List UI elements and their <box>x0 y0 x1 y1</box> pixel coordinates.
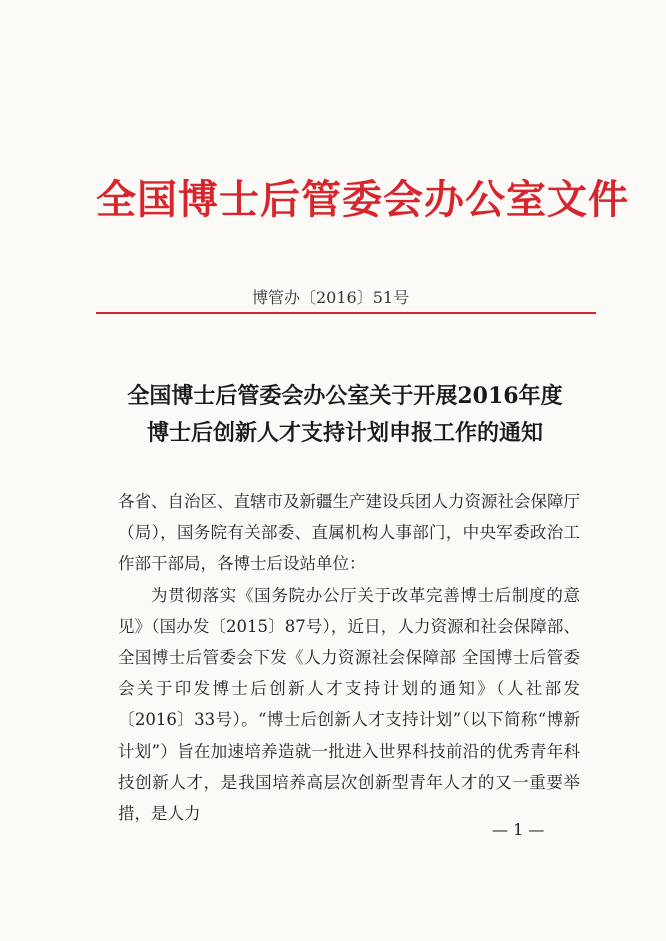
salutation: 各省、自治区、直辖市及新疆生产建设兵团人力资源社会保障厅（局），国务院有关部委、直属机构人事部门，中央军委政治工作部干部局，各博士后设站单位： <box>118 492 580 574</box>
page-number: — 1 — <box>492 820 545 839</box>
subject-title <box>110 378 580 452</box>
body-paragraph: 为贯彻落实《国务院办公厅关于改革完善博士后制度的意见》（国办发〔2015〕87号），近日，人力资源和社会保障部、全国博士后管委会下发《人力资源社会保障部 全国博士后管委会关于印发博士后创新人才支持计划的通知》（人社部发〔2016〕33号）。“博士后创新人才支持计划”（以下简称“博新计划”）旨在加速培养造就一批进入世界科技前沿的优秀青年科技创新人才，是我国培养高层次创新型青年人才的又一重要举措，是人力 <box>118 585 580 824</box>
subject-line-2: 博士后创新人才支持计划申报工作的通知 <box>146 420 543 446</box>
document-number: 博管办〔2016〕51号 <box>252 288 410 307</box>
document-body <box>118 486 580 829</box>
subject-line-1: 全国博士后管委会办公室关于开展2016年度 <box>127 383 563 409</box>
document-header-title: 全国博士后管委会办公室文件 <box>96 176 629 223</box>
red-divider-line <box>96 312 596 314</box>
